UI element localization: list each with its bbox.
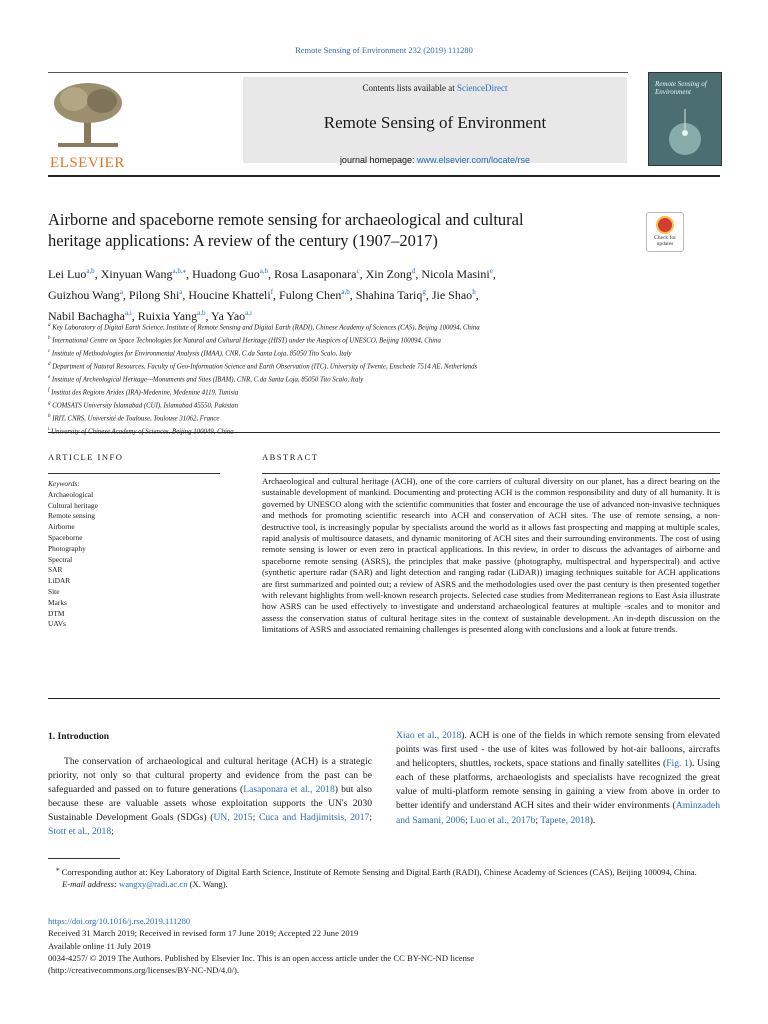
footnote-rule [48, 858, 120, 859]
citation-link[interactable]: UN, 2015 [213, 812, 253, 824]
keyword-item: DTM [48, 608, 65, 618]
abstract-text: Archaeological and cultural heritage (ACH), one of the core carriers of cultural diversity on our planet, has a direct bearing on the sustainable development of mankind. Documenting and protecting ACH is the common responsibility and duty of all humanity. It is governed by UNESCO along with the scientific communities that foster and encourage the use of advanced non-invasive techniques and methods for promoting scientific research into ACH and conservation of ACH sites. The use of remote sensing, a non-destructive tool, is increasingly popular by specialists around the world as it allows fast prospecting and mapping at multiple scales, rapid analysis of multisource datasets, and dynamic monitoring of ACH sites and their surrounding environments. The cost of using remote sensing is lower or even zero in practical applications. In this review, in order to discuss the advantages of airborne and spaceborne remote sensing (ASRS), the principles that make passive (photography, multispectral and hyperspectral) and active (synthetic aperture radar (SAR) and light detection and ranging radar (LiDAR)) imaging techniques suitable for ACH applications are first summarized and pointed out; a review of ASRS and the methodologies used over the past century is then presented together with relevant highlights from well-known research projects. Selected case studies from Mediterranean regions to East Asia illustrate how ASRS can be used effectively to investigate and understand archaeological features at multiple -scales and to monitor and assess the conservation status of cultural heritage sites in the context of sustainable development. An in-depth discussion on the limitations of ASRS and associated remaining challenges is presented along with conclusions and a look at future trends. [262, 476, 720, 635]
keyword-item: UAVs [48, 619, 66, 629]
author-affiliation-marker[interactable]: h [472, 288, 476, 296]
journal-header [48, 72, 628, 171]
author-name[interactable]: Ya Yao [211, 309, 246, 323]
keyword-item: Spaceborne [48, 532, 83, 542]
publication-info [48, 915, 720, 976]
citation-link[interactable]: Luo et al., 2017b [470, 814, 536, 826]
citation-link[interactable]: Stott et al., 2018 [48, 826, 112, 838]
received-dates: Received 31 March 2019; Received in revised form 17 June 2019; Accepted 22 June 2019 [48, 928, 359, 939]
license-line-1: 0034-4257/ © 2019 The Authors. Published by Elsevier Inc. This is an open access article under the CC BY-NC-ND license [48, 952, 475, 963]
keywords-block [48, 479, 218, 630]
affiliation-item: $^i$ University of Chinese Academy of Sciences, Beijing 100049, China [48, 426, 234, 436]
keyword-item: Cultural heritage [48, 500, 98, 510]
citation-link[interactable]: Cuca and Hadjimitsis, 2017 [258, 812, 370, 824]
author-name[interactable]: Xin Zong [365, 267, 412, 281]
email-link[interactable]: wangxy@radi.ac.cn [118, 879, 188, 890]
affiliation-item: $^a$ Key Laboratory of Digital Earth Science, Institute of Remote Sensing and Digital Earth (RADI), Chinese Academy of Sciences (CAS), Beijing 100094, China [48, 323, 480, 332]
contents-line [243, 83, 627, 93]
abstract-heading: ABSTRACT [262, 452, 319, 462]
author-affiliation-marker[interactable]: a [119, 288, 123, 296]
citation-link[interactable]: Tapete, 2018 [540, 814, 590, 826]
sciencedirect-link[interactable]: ScienceDirect [457, 83, 508, 93]
keyword-item: Airborne [48, 522, 75, 532]
header-divider [48, 175, 720, 177]
affiliation-item: $^h$ IRIT, CNRS, Université de Toulouse, Toulouse 31062, France [48, 413, 220, 423]
citation-link[interactable]: Aminzadeh and Samani, 2006 [396, 800, 720, 826]
journal-cover-thumbnail[interactable] [648, 72, 722, 166]
author-name[interactable]: Lei Luo [48, 267, 87, 281]
keyword-item: Spectral [48, 554, 73, 564]
author-affiliation-marker[interactable]: a,b,⁎ [172, 267, 187, 275]
author-name[interactable]: Pilong Shi [128, 288, 180, 302]
keyword-item: SAR [48, 565, 63, 575]
article-info-heading: ARTICLE INFO [48, 452, 124, 462]
author-affiliation-marker[interactable]: a [179, 288, 183, 296]
author-name[interactable]: Fulong Chen [279, 288, 342, 302]
section-heading-introduction: 1. Introduction [48, 732, 110, 742]
journal-info-panel [243, 77, 627, 163]
homepage-link[interactable]: www.elsevier.com/locate/rse [417, 155, 531, 165]
doi-link[interactable]: https://doi.org/10.1016/j.rse.2019.111280 [48, 916, 191, 926]
affiliation-item: $^f$ Institut des Regions Arides (IRA)-Medenine, Medenine 4119, Tunisia [48, 387, 239, 397]
author-name[interactable]: Houcine Khatteli [188, 288, 271, 302]
author-affiliation-marker[interactable]: a,i [124, 309, 132, 317]
author-name[interactable]: Guizhou Wang [48, 288, 120, 302]
author-affiliation-marker[interactable]: f [270, 288, 274, 296]
author-affiliation-marker[interactable]: g [422, 288, 426, 296]
section-divider [48, 432, 720, 433]
affiliation-item: $^e$ Institute of Archeological Heritage—Monuments and Sites (IBAM), CNR, C.da Santa Loja, 85050 Tito Scalo, Italy [48, 374, 364, 384]
journal-citation[interactable]: Remote Sensing of Environment 232 (2019) 111280 [295, 45, 473, 55]
keyword-item: Site [48, 586, 60, 596]
license-line-2[interactable]: (http://creativecommons.org/licenses/BY-NC-ND/4.0/). [48, 965, 240, 976]
keyword-item: Photography [48, 543, 86, 553]
keyword-item: LiDAR [48, 576, 71, 586]
cover-title: Remote Sensing of Environment [655, 80, 707, 96]
figure-link[interactable]: Fig. 1 [666, 758, 689, 770]
intro-paragraph-right: Xiao et al., 2018). ACH is one of the fields in which remote sensing from elevated points was first used - the use of kites was followed by hot-air balloons, aircrafts and helicopters, shuttles, rockets, space stations and finally satellites (Fig. 1). Using each of these platforms, archaeologists and specialists have recognized the great value of multi-platform remote sensing in gaining a view from above in order to better identify and understand ACH sites and their wider environments (Aminzadeh and Samani, 2006; Luo et al., 2017b; Tapete, 2018). [396, 730, 720, 826]
intro-paragraph-left: The conservation of archaeological and cultural heritage (ACH) is a strategic priority, not only so that cultural property and evidence from the past can be safeguarded and passed on to future generations (Lasaponara et al., 2018) but also because these are valuable assets whose exploitation supports the UN's 2030 Sustainable Development Goals (SDGs) (UN, 2015; Cuca and Hadjimitsis, 2017; Stott et al., 2018; [48, 756, 372, 838]
author-list: Lei Luo$^{a,b}$, Xinyuan Wang$^{a,b,⁎}$, Huadong Guo$^{a,b}$, Rosa Lasaponara$^c$, Xin Zong$^d$, Nicola Masini$^e$, Guizhou Wang$^a$, Pilong Shi$^a$, Houcine Khatteli$^f$, Fulong Chen$^{a,b}$, Shahina Tariq$^g$, Jie Shao$^h$, Nabil Bachagha$^{a,i}$, Ruixia Yang$^{a,b}$, Ya Yao$^{a,i}$ [48, 267, 496, 323]
author-affiliation-marker[interactable]: a,b [86, 267, 95, 275]
author-name[interactable]: Xinyuan Wang [100, 267, 173, 281]
check-updates-icon [656, 216, 674, 234]
author-affiliation-marker[interactable]: a,b [259, 267, 269, 275]
author-name[interactable]: Jie Shao [431, 288, 473, 302]
affiliation-item: $^b$ International Centre on Space Technologies for Natural and Cultural Heritage (HIST) under the Auspices of UNESCO, Beijing 100094, China [48, 335, 441, 345]
check-for-updates-button[interactable] [646, 212, 684, 252]
keyword-item: Marks [48, 597, 67, 607]
author-affiliation-marker[interactable]: d [411, 267, 416, 275]
citation-link[interactable]: Xiao et al., 2018 [396, 730, 462, 741]
journal-name: Remote Sensing of Environment [323, 113, 547, 132]
author-name[interactable]: Nabil Bachagha [48, 309, 125, 323]
author-affiliation-marker[interactable]: c [356, 267, 360, 275]
check-updates-label-2: updates [656, 241, 674, 247]
author-affiliation-marker[interactable]: a,i [245, 309, 252, 317]
contents-prefix: Contents lists available at [362, 83, 457, 93]
title-line-2: heritage applications: A review of the century (1907–2017) [48, 231, 438, 250]
author-name[interactable]: Rosa Lasaponara [274, 267, 357, 281]
author-affiliation-marker[interactable]: a,b [197, 309, 206, 317]
cover-image-icon [665, 109, 705, 159]
keyword-item: Remote sensing [48, 511, 96, 521]
check-updates-label: Check for [654, 235, 676, 241]
keyword-item: Archaeological [48, 489, 94, 499]
citation-link[interactable]: Lasaponara et al., 2018 [243, 784, 335, 796]
title-line-1: Airborne and spaceborne remote sensing for archaeological and cultural [48, 210, 524, 229]
affiliation-item: $^c$ Institute of Methodologies for Environmental Analysis (IMAA), CNR, C.da Santa Loja, 85050 Tito Scalo, Italy [48, 348, 352, 358]
article-title [48, 209, 628, 251]
keywords-label: Keywords: [48, 479, 80, 488]
elsevier-tree-logo [48, 79, 128, 171]
corresponding-author-footnote: ⁎ Corresponding author at: Key Laboratory of Digital Earth Science, Institute of Remote Sensing and Digital Earth (RADI), Chinese Academy of Sciences (CAS), Beijing 100094, China. E-mail address: wangxy@radi.ac.cn (X. Wang). [56, 865, 697, 890]
author-name[interactable]: Huadong Guo [192, 267, 260, 281]
available-online: Available online 11 July 2019 [48, 940, 151, 951]
abstract-end-divider [48, 698, 720, 699]
keywords-list [48, 490, 218, 630]
author-affiliation-marker[interactable]: e [489, 267, 493, 275]
author-name[interactable]: Ruixia Yang [137, 309, 198, 323]
homepage-line [243, 155, 627, 165]
affiliations [48, 321, 720, 438]
author-name[interactable]: Shahina Tariq [355, 288, 423, 302]
publisher-name: ELSEVIER [50, 155, 125, 171]
affiliation-item: $^g$ COMSATS University Islamabad (CUI), Islamabad 45550, Pakistan [48, 400, 239, 410]
author-name[interactable]: Nicola Masini [421, 267, 490, 281]
abstract-rule [262, 473, 720, 474]
homepage-prefix: journal homepage: [339, 155, 417, 165]
article-info-rule [48, 473, 220, 474]
author-affiliation-marker[interactable]: a,b [341, 288, 350, 296]
affiliation-item: $^d$ Department of Natural Resources, Faculty of Geo-Information Science and Earth Observation (ITC), University of Twente, Enschede 7514 AE, Netherlands [48, 361, 478, 371]
